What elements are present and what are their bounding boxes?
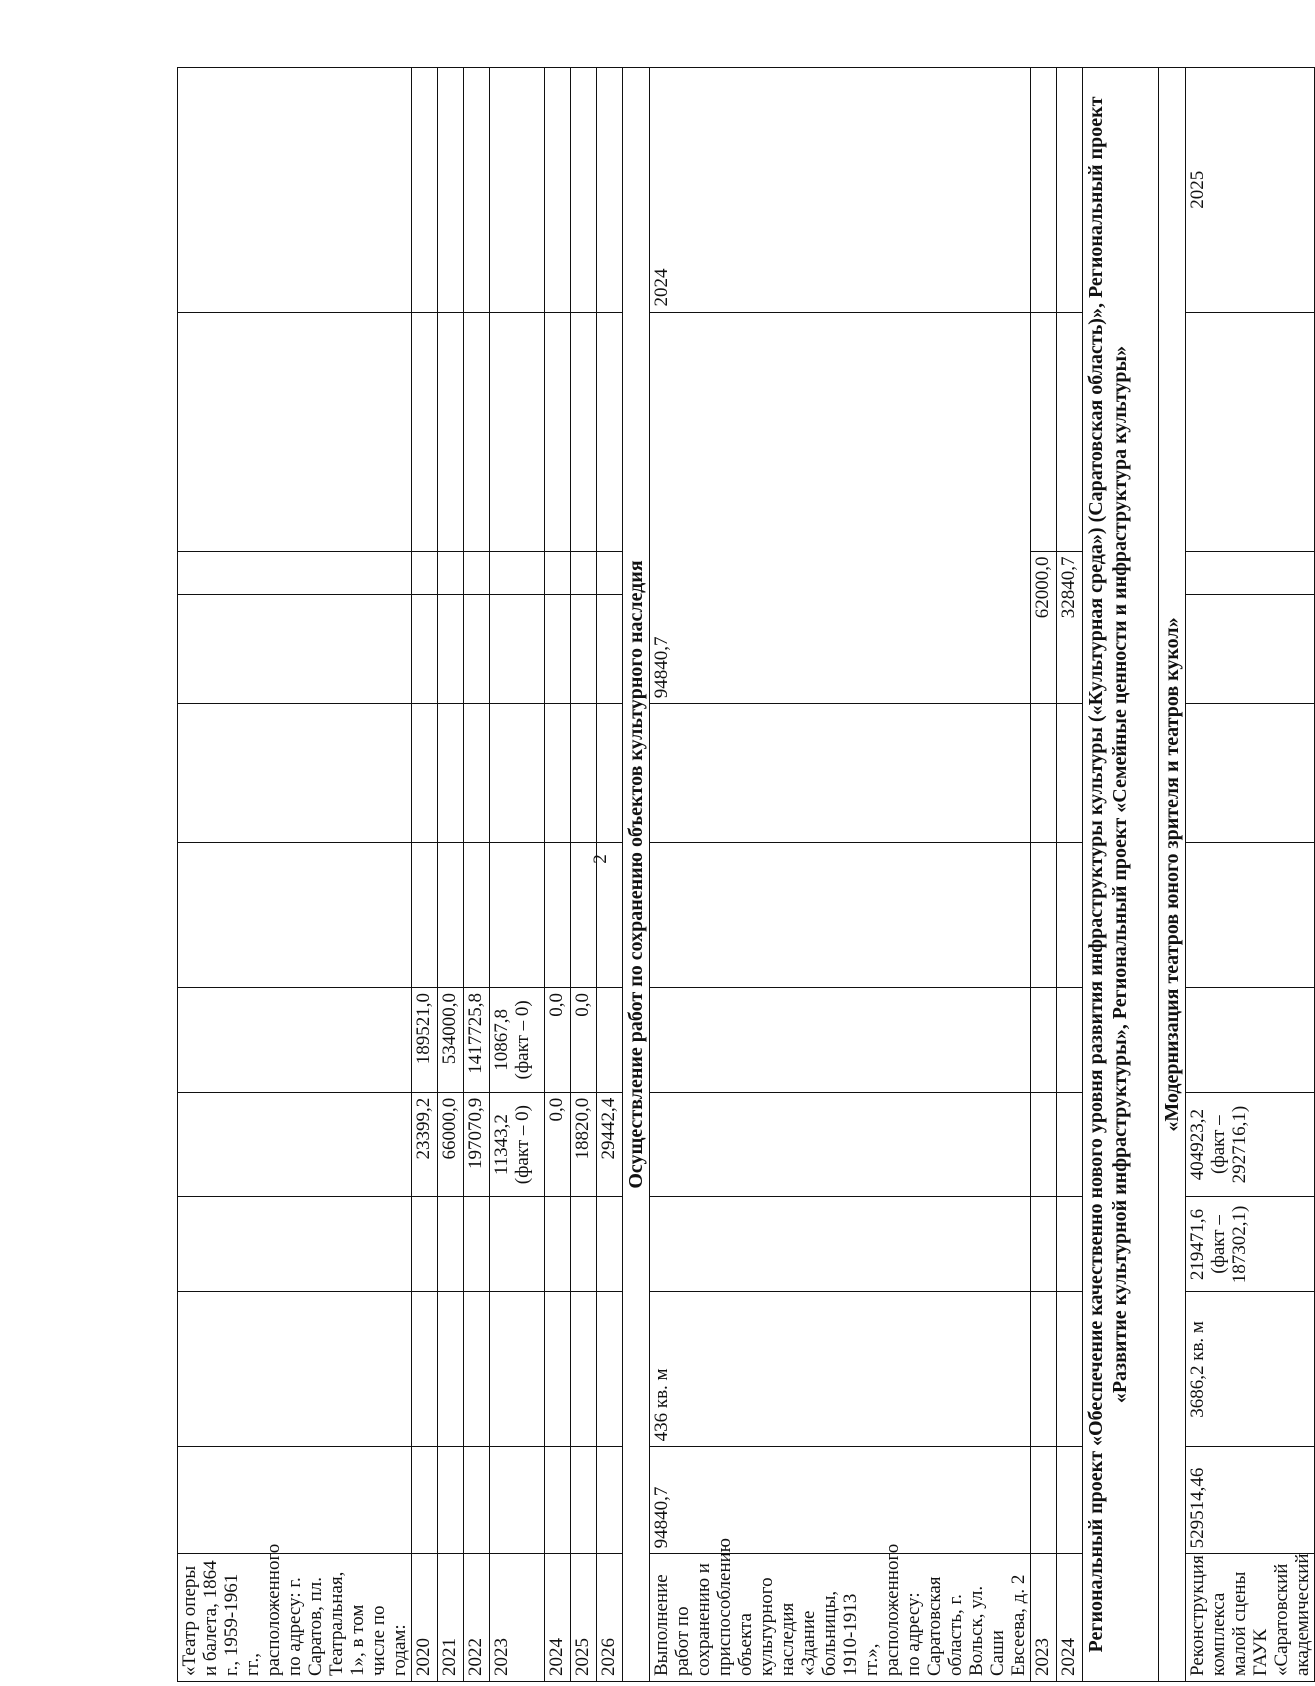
year-cell: 2025 (1186, 68, 1315, 313)
value-cell: 404923,2 (факт – 292716,1) (1186, 1092, 1315, 1197)
value-cell: 23399,2 (412, 1092, 438, 1197)
year-cell: 2023 (490, 1554, 545, 1682)
value-cell: 66000,0 (438, 1092, 464, 1197)
table-row (438, 68, 464, 1682)
table-row (490, 68, 545, 1682)
table-row (1031, 68, 1057, 1682)
year-cell: 2021 (438, 1554, 464, 1682)
value-cell: 219471,6 (факт – 187302,1) (1186, 1197, 1315, 1292)
value-cell: 534000,0 (438, 988, 464, 1093)
year-cell: 2025 (571, 1554, 597, 1682)
value-cell: 10867,8 (факт – 0) (490, 988, 545, 1093)
total-cell: 529514,46 (1186, 1447, 1315, 1554)
table-row (545, 68, 571, 1682)
heritage-section-title: Осуществление работ по сохранению объектов культурного наследия (623, 68, 650, 1682)
table-row (464, 68, 490, 1682)
value-cell: 197070,9 (464, 1092, 490, 1197)
heritage-label: Выполнение работ по сохранению и приспособлению объекта культурного наследия «Здание больницы, 1910-1913 гг.», расположенного по адресу: Саратовская область, г. Вольск, ул. Саши Евсеева, д. 2 (650, 1554, 1031, 1682)
year-cell: 2020 (412, 1554, 438, 1682)
area-cell: 436 кв. м (650, 1292, 1031, 1447)
value-cell: 29442,4 (597, 1092, 623, 1197)
value-cell: 62000,0 (1031, 551, 1057, 704)
year-cell: 2023 (1031, 1554, 1057, 1682)
regional-section-title: Региональный проект «Обеспечение качественно нового уровня развития инфраструктуры культуры («Культурная среда») (Саратовская область)», Региональный проект «Развитие культурной инфраструктуры», Региональный проект «Семейные ценности и инфраструктура культуры» (1083, 68, 1159, 1682)
value-cell (597, 988, 623, 1093)
year-cell: 2024 (1057, 1554, 1083, 1682)
page-number: 2 (590, 854, 611, 864)
table-row (623, 68, 650, 1682)
year-cell: 2026 (597, 1554, 623, 1682)
regional-section-subtitle: «Модернизация театров юного зрителя и театров кукол» (1159, 68, 1186, 1682)
value-cell: 189521,0 (412, 988, 438, 1093)
table-row (1057, 68, 1083, 1682)
value-cell: 1417725,8 (464, 988, 490, 1093)
regional-label: Реконструкция комплекса малой сцены ГАУК «Саратовский академический (1186, 1554, 1315, 1682)
value-cell: 0,0 (545, 1092, 571, 1197)
value-cell: 18820,0 (571, 1092, 597, 1197)
table-row (1159, 68, 1186, 1682)
value-cell: 0,0 (545, 988, 571, 1093)
value-cell: 32840,7 (1057, 551, 1083, 704)
year-cell: 2024 (650, 68, 1031, 313)
year-cell: 2022 (464, 1554, 490, 1682)
total-cell: 94840,7 (650, 1447, 1031, 1554)
financing-table (177, 67, 1315, 1682)
table-row (178, 68, 412, 1682)
table-row (571, 68, 597, 1682)
year-cell: 2024 (545, 1554, 571, 1682)
value-cell: 0,0 (571, 988, 597, 1093)
table-row (1186, 68, 1315, 1682)
table-row (597, 68, 623, 1682)
value-cell: 11343,2 (факт – 0) (490, 1092, 545, 1197)
table-row (412, 68, 438, 1682)
area-cell: 3686,2 кв. м (1186, 1292, 1315, 1447)
theatre-label: «Театр оперы и балета, 1864 г., 1959-1961 гг., расположенного по адресу: г. Саратов, пл. Театральная, 1», в том числе по годам: (178, 1554, 412, 1682)
table-row (1083, 68, 1159, 1682)
rotated-table-container (177, 67, 1313, 1682)
total-cell: 94840,7 (650, 312, 1031, 704)
table-row (650, 68, 1031, 1682)
